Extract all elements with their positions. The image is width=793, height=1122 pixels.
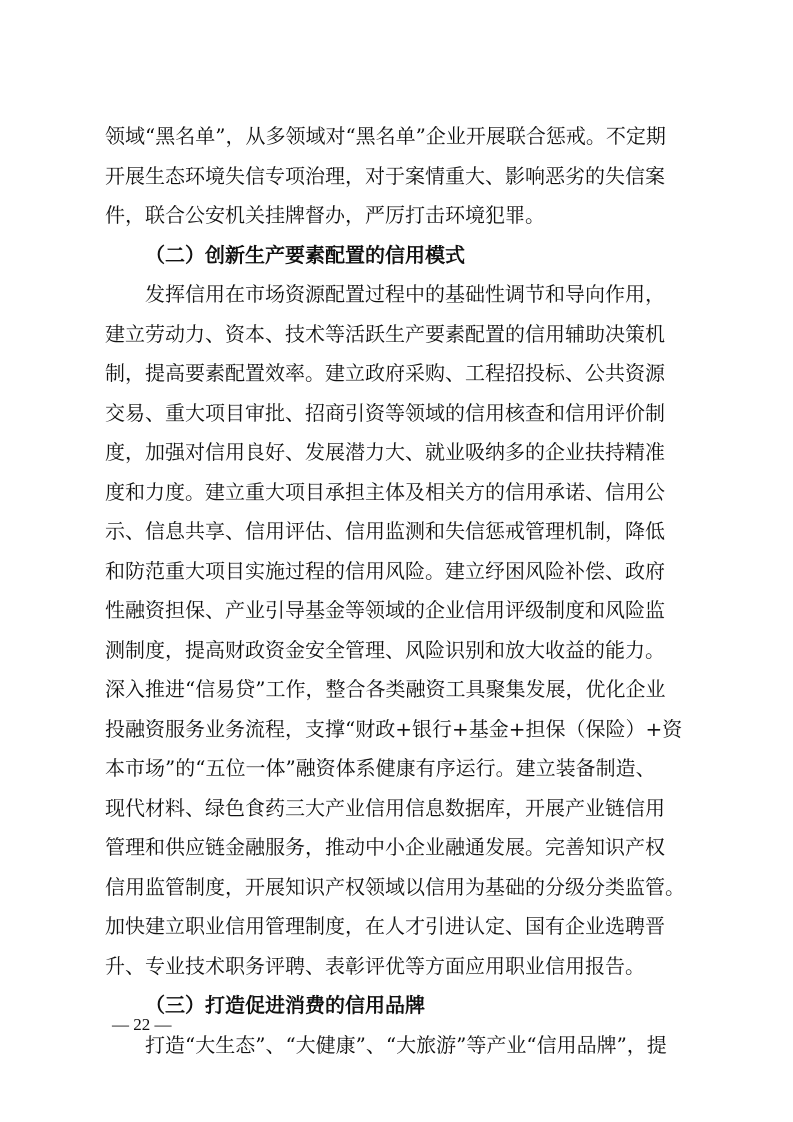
paragraph-line: 打造“大生态”、“大健康”、“大旅游”等产业“信用品牌”，提 — [145, 1032, 667, 1057]
paragraph-line: 和防范重大项目实施过程的信用风险。建立纾困风险补偿、政府 — [105, 558, 665, 583]
paragraph-line: 领域“黑名单”，从多领域对“黑名单”企业开展联合惩戒。不定期 — [105, 124, 666, 148]
paragraph-line: 示、信息共享、信用评估、信用监测和失信惩戒管理机制，降低 — [105, 519, 665, 543]
paragraph-line: 制，提高要素配置效率。建立政府采购、工程招投标、公共资源 — [105, 361, 665, 385]
paragraph-line: 性融资担保、产业引导基金等领域的企业信用评级制度和风险监 — [105, 598, 665, 622]
paragraph-line: 发挥信用在市场资源配置过程中的基础性调节和导向作用， — [145, 282, 665, 306]
body-text — [105, 117, 699, 1065]
section-heading-3: （三）打造促进消费的信用品牌 — [145, 993, 425, 1017]
paragraph-line: 交易、重大项目审批、招商引资等领域的信用核查和信用评价制 — [105, 400, 665, 425]
paragraph-line: 测制度，提高财政资金安全管理、风险识别和放大收益的能力。 — [105, 637, 665, 662]
page-number: — 22 — — [112, 1015, 172, 1034]
paragraph-line: 信用监管制度，开展知识产权领域以信用为基础的分级分类监管。 — [105, 874, 685, 899]
paragraph-line: 现代材料、绿色食药三大产业信用信息数据库，开展产业链信用 — [105, 795, 665, 820]
paragraph-line: 开展生态环境失信专项治理，对于案情重大、影响恶劣的失信案 — [105, 163, 665, 188]
paragraph-line: 度，加强对信用良好、发展潜力大、就业吸纳多的企业扶持精准 — [105, 440, 665, 464]
paragraph-line: 件，联合公安机关挂牌督办，严厉打击环境犯罪。 — [105, 203, 545, 227]
paragraph-line: 建立劳动力、资本、技术等活跃生产要素配置的信用辅助决策机 — [105, 321, 665, 346]
paragraph-line: 升、专业技术职务评聘、表彰评优等方面应用职业信用报告。 — [105, 953, 645, 978]
paragraph-line: 投融资服务业务流程，支撑“财政+银行+基金+担保（保险）+资 — [105, 716, 683, 741]
paragraph-line: 度和力度。建立重大项目承担主体及相关方的信用承诺、信用公 — [105, 479, 665, 504]
paragraph-line: 深入推进“信易贷”工作，整合各类融资工具聚集发展，优化企业 — [105, 677, 666, 701]
paragraph-line: 管理和供应链金融服务，推动中小企业融通发展。完善知识产权 — [105, 835, 665, 859]
paragraph-line: 本市场”的“五位一体”融资体系健康有序运行。建立装备制造、 — [105, 756, 656, 780]
paragraph-line: 加快建立职业信用管理制度，在人才引进认定、国有企业选聘晋 — [105, 914, 665, 938]
section-heading-2: （二）创新生产要素配置的信用模式 — [145, 242, 465, 267]
